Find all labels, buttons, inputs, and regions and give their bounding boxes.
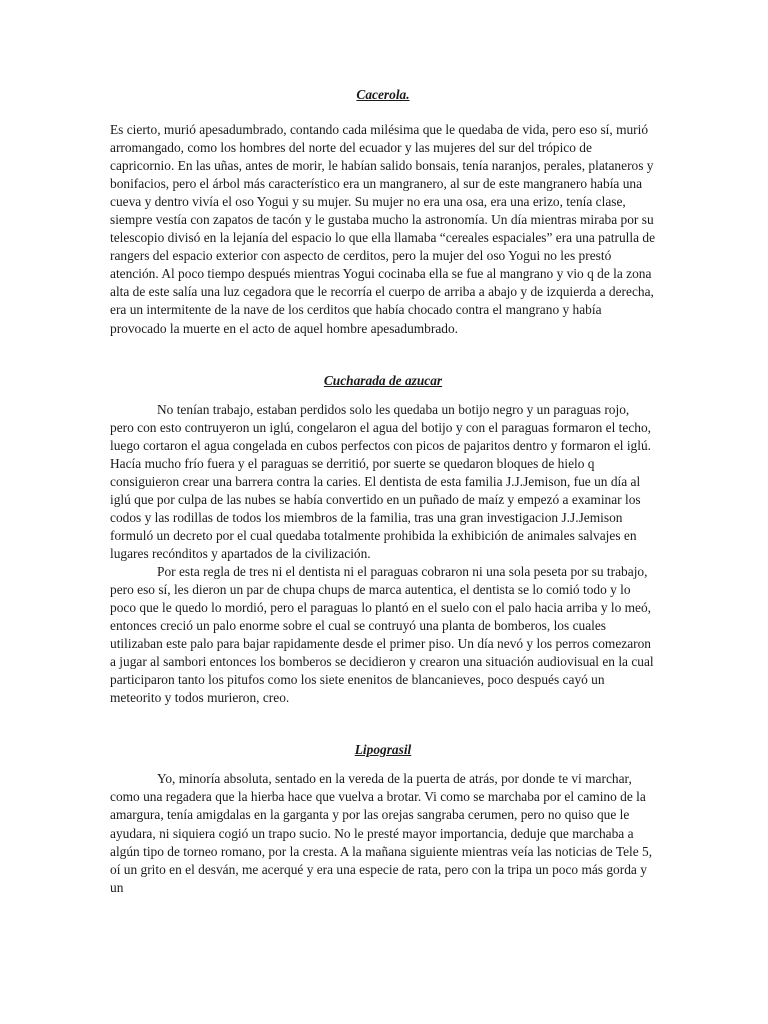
section-cacerola bbox=[110, 121, 656, 338]
paragraph: Es cierto, murió apesadumbrado, contando cada milésima que le quedaba de vida, pero eso sí, murió arromangado, como los hombres del norte del ecuador y las mujeres del sur del trópico de capricornio. En las uñas, antes de morir, le habían salido bonsais, tenía naranjos, perales, plataneros y bonifacios, pero el árbol más característico era un mangranero, al sur de este mangranero había una cueva y dentro vivía el oso Yogui y su mujer. Su mujer no era una osa, era una erizo, tenía clase, siempre vestía con zapatos de tacón y le gustaba mucho la astronomía. Un día mientras miraba por su telescopio divisó en la lejanía del espacio lo que ella llamaba “cereales espaciales” era una patrulla de rangers del espacio exterior con aspecto de cerditos, pero la mujer del oso Yogui no les prestó atención. Al poco tiempo después mientras Yogui cocinaba ella se fue al mangrano y vio q de la zona alta de este salía una luz cegadora que le recorría el cuerpo de arriba a abajo y de izquierda a derecha, era un intermitente de la nave de los cerditos que había chocado contra el mangrano y había provocado la muerte en el acto de aquel hombre apesadumbrado. bbox=[110, 122, 656, 336]
document-page bbox=[110, 86, 656, 897]
section-lipograsil bbox=[110, 770, 656, 896]
section-title-lipograsil: Lipograsil bbox=[354, 742, 412, 758]
paragraph: Por esta regla de tres ni el dentista ni el paraguas cobraron ni una sola peseta por su trabajo, pero eso sí, les dieron un par de chupa chups de marca autentica, el dentista se lo comió todo y lo poco que le quedo lo mordió, pero el paraguas lo plantó en el suelo con el palo hacia arriba y lo meó, entonces creció un palo enorme sobre el cual se contruyó una planta de bomberos, los cuales utilizaban este palo para bajar rapidamente desde el primer piso. Un día nevó y los perros comezaron a jugar al sambori entonces los bomberos se decidieron y crearon una situación audiovisual en la cual participaron tanto los pitufos como los siete enenitos de blancanieves, poco después cayó un meteorito y todos murieron, creo. bbox=[110, 563, 654, 706]
paragraph: No tenían trabajo, estaban perdidos solo les quedaba un botijo negro y un paraguas rojo, pero con esto contruyeron un iglú, congelaron el agua del botijo y con el paraguas formaron el techo, luego cortaron el agua congelada en cubos perfectos con picos de pajaritos dentro y formaron el iglú. Hacía mucho frío fuera y el paraguas se derritió, por suerte se quedaron bloques de hielo q consiguieron crear una barrera contra la caries. El dentista de esta familia J.J.Jemison, fue un día al iglú que por culpa de las nubes se había convertido en un puñado de maíz y empezó a examinar los codos y las rodillas de todos los miembros de la familia, tras una gran investigacion J.J.Jemison formuló un decreto por el cual quedaba totalmente prohibida la exhibición de animales salvajes en lugares recónditos y apartados de la civilización. bbox=[110, 401, 652, 561]
section-cucharada-de-azucar bbox=[110, 401, 656, 708]
section-title-cucharada-de-azucar: Cucharada de azucar bbox=[323, 372, 443, 388]
paragraph: Yo, minoría absoluta, sentado en la vereda de la puerta de atrás, por donde te vi marchar, como una regadera que la hierba hace que vuelva a brotar. Vi como se marchaba por el camino de la amargura, tenía amigdalas en la garganta y por las orejas sangraba cerumen, pero no quiso que le ayudara, ni siquiera cogió un trapo sucio. No le presté mayor importancia, deduje que marchaba a algún tipo de torneo romano, por la cresta. A la mañana siguiente mientras veía las noticias de Tele 5, oí un grito en el desván, me acerqué y era una especie de rata, pero con la tripa un poco más gorda y un bbox=[110, 771, 653, 895]
section-title-cacerola: Cacerola. bbox=[356, 87, 410, 102]
